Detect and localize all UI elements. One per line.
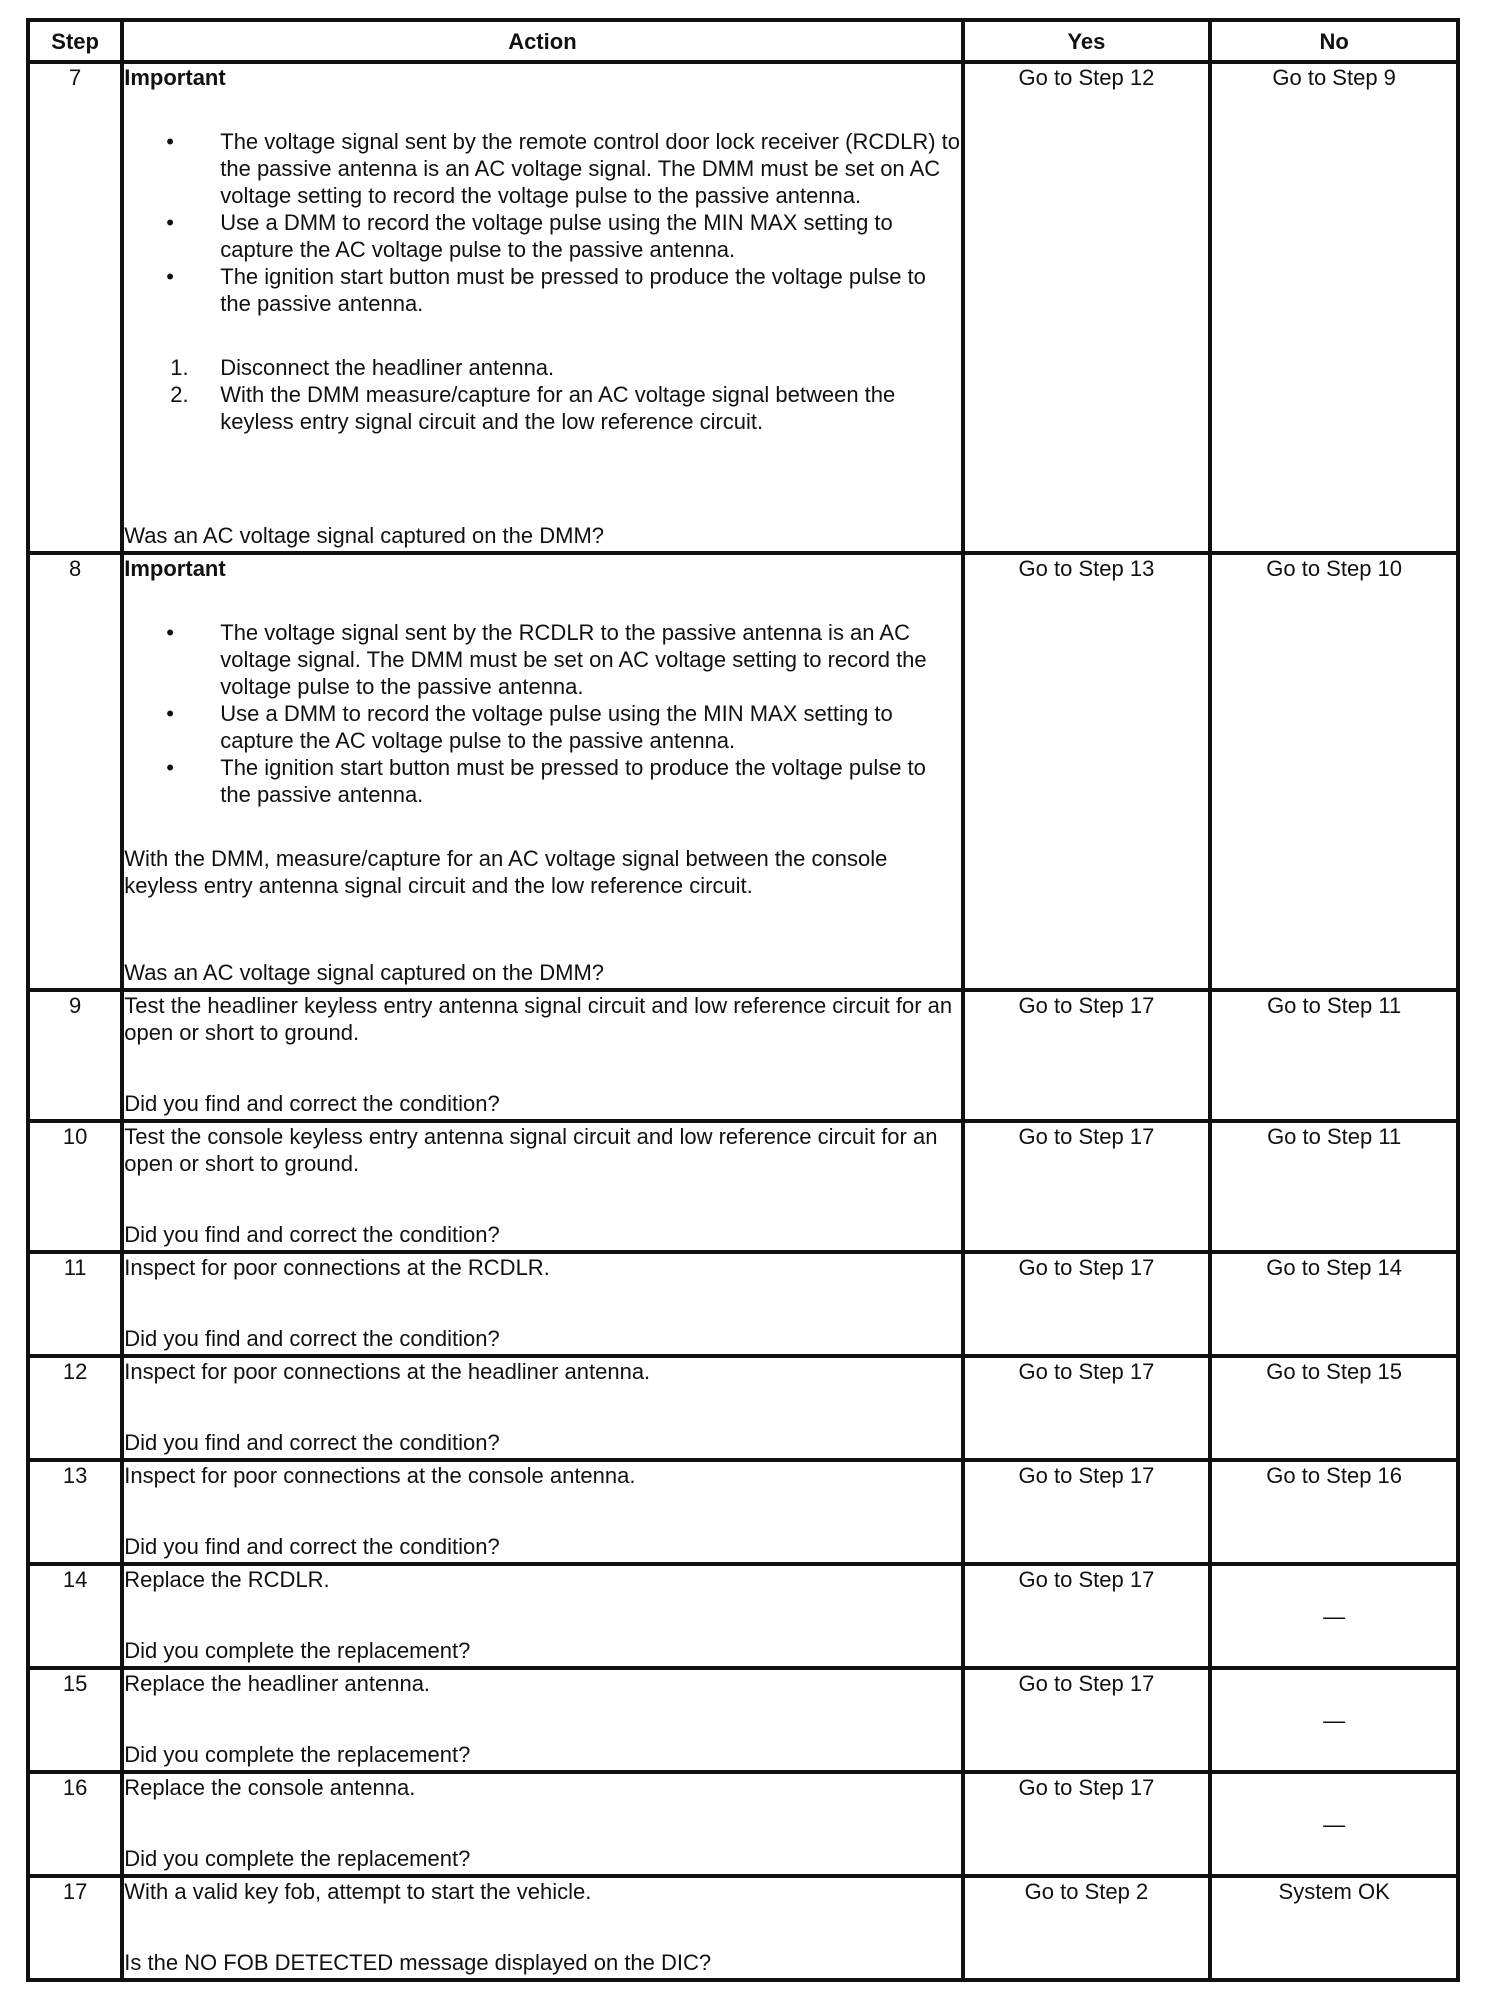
action-text: Test the headliner keyless entry antenna signal circuit and low reference circuit for an open or short to ground. xyxy=(124,993,953,1045)
no-cell: Go to Step 15 xyxy=(1210,1356,1458,1460)
action-cell xyxy=(122,1356,962,1460)
list-item: • The voltage signal sent by the RCDLR to the passive antenna is an AC voltage signal. The DMM must be set on AC voltage setting to record the voltage pulse to the passive antenna. xyxy=(220,619,960,700)
procedure-steps xyxy=(124,354,960,435)
action-cell xyxy=(122,1252,962,1356)
table-row xyxy=(28,1668,1458,1772)
question-text: Was an AC voltage signal captured on the DMM? xyxy=(124,523,605,548)
no-cell: — xyxy=(1210,1668,1458,1772)
question-text: Did you complete the replacement? xyxy=(124,1638,471,1663)
question-text: Did you find and correct the condition? xyxy=(124,1534,500,1559)
table-row xyxy=(28,1772,1458,1876)
step-number: 11 xyxy=(28,1252,122,1356)
table-row xyxy=(28,1252,1458,1356)
action-cell xyxy=(122,1772,962,1876)
yes-cell: Go to Step 17 xyxy=(963,990,1211,1121)
question-text: Did you find and correct the condition? xyxy=(124,1430,500,1455)
no-cell: System OK xyxy=(1210,1876,1458,1980)
table-row xyxy=(28,553,1458,990)
action-text: Replace the headliner antenna. xyxy=(124,1671,431,1696)
table-row xyxy=(28,1356,1458,1460)
step-number: 12 xyxy=(28,1356,122,1460)
header-yes: Yes xyxy=(963,20,1211,62)
no-cell: Go to Step 9 xyxy=(1210,62,1458,553)
step-number: 7 xyxy=(28,62,122,553)
header-no: No xyxy=(1210,20,1458,62)
action-text: Test the console keyless entry antenna signal circuit and low reference circuit for an open or short to ground. xyxy=(124,1124,938,1176)
action-text: Inspect for poor connections at the RCDLR. xyxy=(124,1255,550,1280)
table-row xyxy=(28,62,1458,553)
action-text: Inspect for poor connections at the headliner antenna. xyxy=(124,1359,651,1384)
important-label: Important xyxy=(124,65,226,90)
yes-cell: Go to Step 17 xyxy=(963,1460,1211,1564)
no-cell: — xyxy=(1210,1772,1458,1876)
action-cell xyxy=(122,1460,962,1564)
step-number: 17 xyxy=(28,1876,122,1980)
action-cell xyxy=(122,990,962,1121)
question-text: Did you find and correct the condition? xyxy=(124,1091,500,1116)
important-label: Important xyxy=(124,556,226,581)
action-cell xyxy=(122,62,962,553)
question-text: Did you find and correct the condition? xyxy=(124,1222,500,1247)
question-text: Did you complete the replacement? xyxy=(124,1742,471,1767)
procedure-text: With the DMM, measure/capture for an AC voltage signal between the console keyless entry antenna signal circuit and the low reference circuit. xyxy=(124,846,888,898)
yes-cell: Go to Step 17 xyxy=(963,1252,1211,1356)
no-cell: — xyxy=(1210,1564,1458,1668)
step-number: 16 xyxy=(28,1772,122,1876)
action-text: Replace the RCDLR. xyxy=(124,1567,330,1592)
step-number: 8 xyxy=(28,553,122,990)
action-cell xyxy=(122,1564,962,1668)
yes-cell: Go to Step 17 xyxy=(963,1668,1211,1772)
action-cell xyxy=(122,553,962,990)
table-row xyxy=(28,1564,1458,1668)
important-bullets xyxy=(124,128,960,317)
list-item: • The ignition start button must be pressed to produce the voltage pulse to the passive antenna. xyxy=(220,263,960,317)
no-cell: Go to Step 11 xyxy=(1210,990,1458,1121)
yes-cell: Go to Step 2 xyxy=(963,1876,1211,1980)
yes-cell: Go to Step 12 xyxy=(963,62,1211,553)
table-row xyxy=(28,1460,1458,1564)
diagnostic-table xyxy=(26,18,1460,1982)
list-item: • Use a DMM to record the voltage pulse using the MIN MAX setting to capture the AC voltage pulse to the passive antenna. xyxy=(220,209,960,263)
step-number: 9 xyxy=(28,990,122,1121)
yes-cell: Go to Step 13 xyxy=(963,553,1211,990)
header-action: Action xyxy=(122,20,962,62)
list-item: • The ignition start button must be pressed to produce the voltage pulse to the passive antenna. xyxy=(220,754,960,808)
action-cell xyxy=(122,1121,962,1252)
action-cell xyxy=(122,1876,962,1980)
question-text: Was an AC voltage signal captured on the DMM? xyxy=(124,960,605,985)
step-number: 13 xyxy=(28,1460,122,1564)
no-cell: Go to Step 14 xyxy=(1210,1252,1458,1356)
step-number: 14 xyxy=(28,1564,122,1668)
action-cell xyxy=(122,1668,962,1772)
no-cell: Go to Step 16 xyxy=(1210,1460,1458,1564)
table-row xyxy=(28,990,1458,1121)
list-item: • Use a DMM to record the voltage pulse using the MIN MAX setting to capture the AC voltage pulse to the passive antenna. xyxy=(220,700,960,754)
step-number: 15 xyxy=(28,1668,122,1772)
no-cell: Go to Step 10 xyxy=(1210,553,1458,990)
header-step: Step xyxy=(28,20,122,62)
table-row xyxy=(28,1876,1458,1980)
yes-cell: Go to Step 17 xyxy=(963,1121,1211,1252)
yes-cell: Go to Step 17 xyxy=(963,1356,1211,1460)
question-text: Did you complete the replacement? xyxy=(124,1846,471,1871)
action-text: Inspect for poor connections at the console antenna. xyxy=(124,1463,636,1488)
question-text: Is the NO FOB DETECTED message displayed on the DIC? xyxy=(124,1950,712,1975)
action-text: Replace the console antenna. xyxy=(124,1775,416,1800)
list-item: 1. Disconnect the headliner antenna. xyxy=(170,355,555,380)
yes-cell: Go to Step 17 xyxy=(963,1772,1211,1876)
table-row xyxy=(28,1121,1458,1252)
list-item: • The voltage signal sent by the remote control door lock receiver (RCDLR) to the passive antenna is an AC voltage signal. The DMM must be set on AC voltage setting to record the voltage pulse to the passive antenna. xyxy=(220,128,960,209)
important-bullets xyxy=(124,619,960,808)
step-number: 10 xyxy=(28,1121,122,1252)
no-cell: Go to Step 11 xyxy=(1210,1121,1458,1252)
action-text: With a valid key fob, attempt to start the vehicle. xyxy=(124,1879,592,1904)
yes-cell: Go to Step 17 xyxy=(963,1564,1211,1668)
header-row xyxy=(28,20,1458,62)
list-item: 2. With the DMM measure/capture for an AC voltage signal between the keyless entry signal circuit and the low reference circuit. xyxy=(170,382,896,434)
question-text: Did you find and correct the condition? xyxy=(124,1326,500,1351)
